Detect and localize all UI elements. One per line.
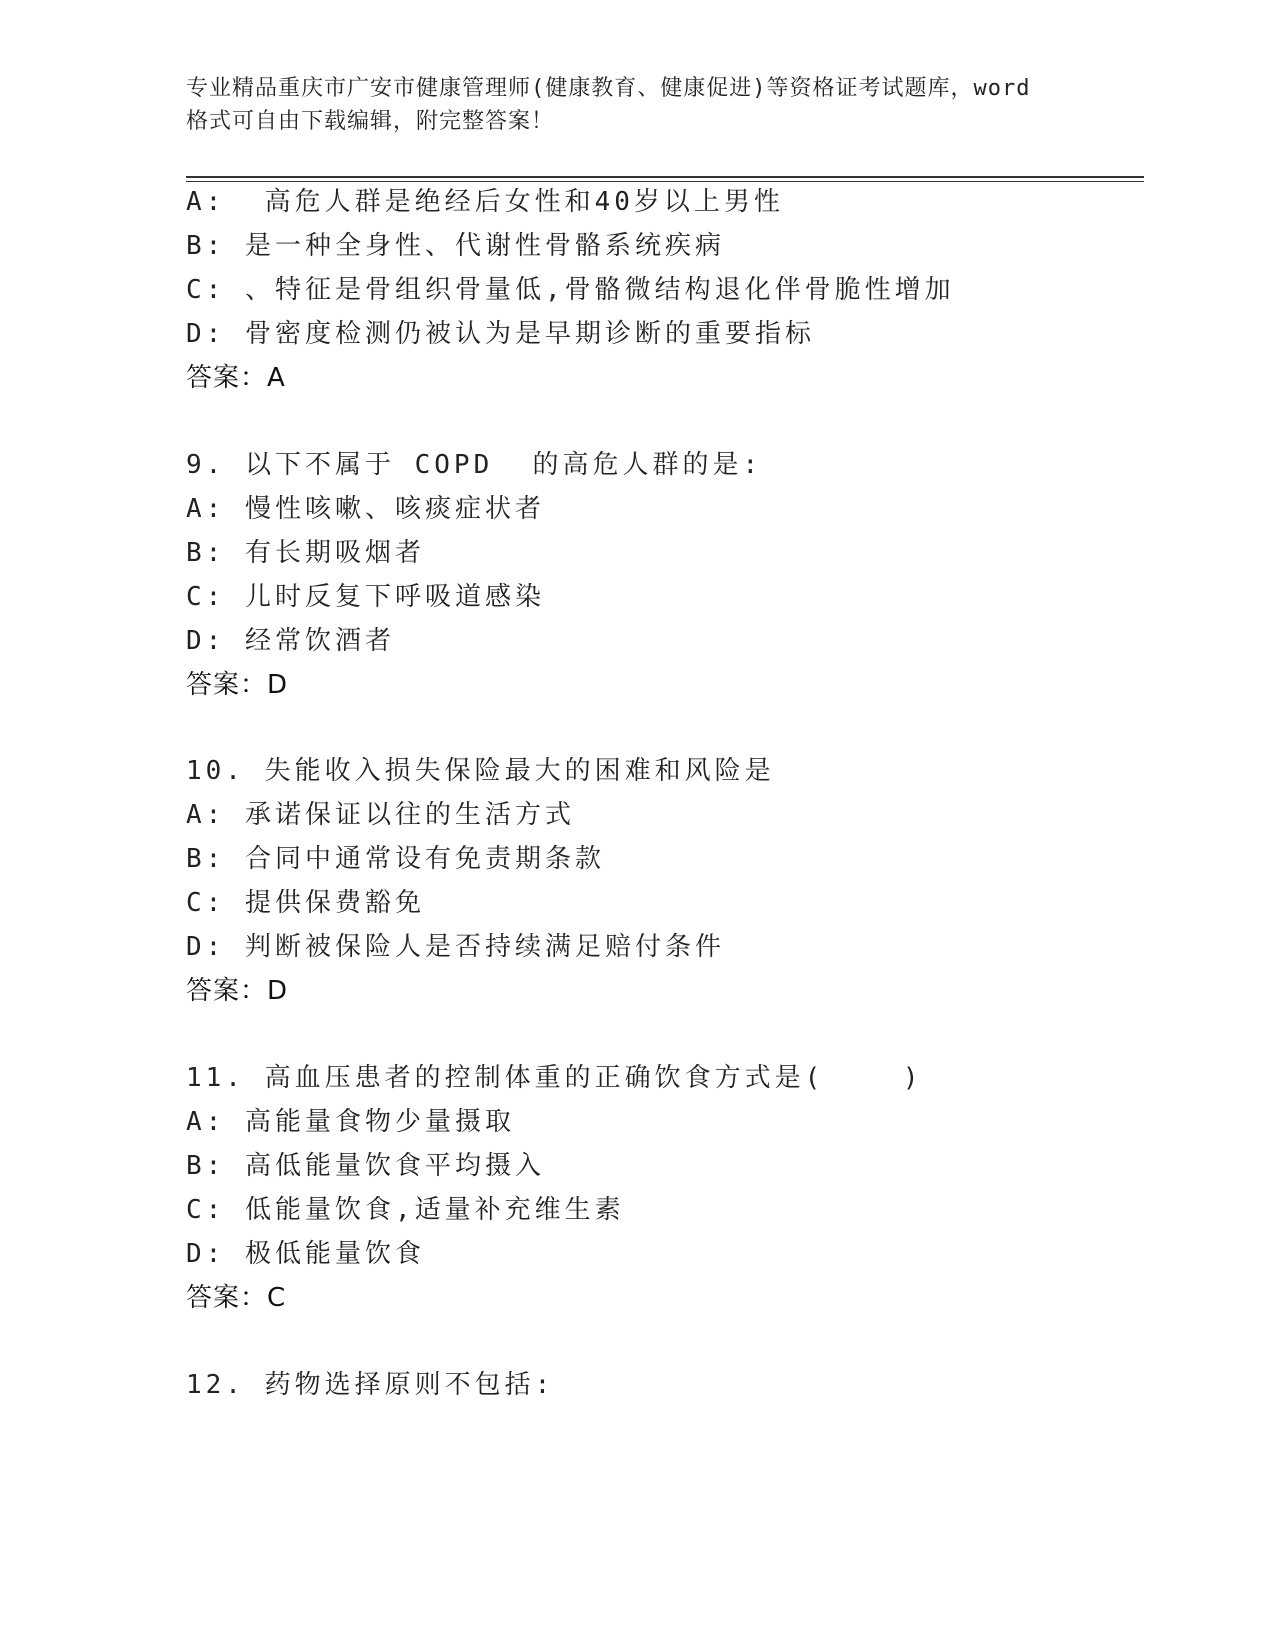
q9-option-b: B: 有长期吸烟者 xyxy=(186,538,425,568)
q10-question: 10. 失能收入损失保险最大的困难和风险是 xyxy=(186,756,775,786)
q8-option-c: C: 、特征是骨组织骨量低,骨骼微结构退化伴骨脆性增加 xyxy=(186,275,955,305)
q9-question: 9. 以下不属于 COPD 的高危人群的是: xyxy=(186,450,763,480)
header-divider-thin xyxy=(186,181,1144,182)
q11-option-b: B: 高低能量饮食平均摄入 xyxy=(186,1151,545,1181)
q10-answer: 答案：D xyxy=(186,976,289,1006)
q8-option-b: B: 是一种全身性、代谢性骨骼系统疾病 xyxy=(186,231,725,261)
q12-question: 12. 药物选择原则不包括: xyxy=(186,1370,555,1400)
q9-option-c: C: 儿时反复下呼吸道感染 xyxy=(186,582,545,612)
q10-option-b: B: 合同中通常设有免责期条款 xyxy=(186,844,605,874)
q8-option-a: A: 高危人群是绝经后女性和40岁以上男性 xyxy=(186,187,784,217)
header-divider-thick xyxy=(186,176,1144,178)
header-line-1: 专业精品重庆市广安市健康管理师(健康教育、健康促进)等资格证考试题库，word xyxy=(186,76,1031,101)
document-header xyxy=(186,72,1086,138)
q8-option-d: D: 骨密度检测仍被认为是早期诊断的重要指标 xyxy=(186,319,815,349)
q11-option-a: A: 高能量食物少量摄取 xyxy=(186,1107,515,1137)
q10-option-d: D: 判断被保险人是否持续满足赔付条件 xyxy=(186,932,725,962)
q10-option-a: A: 承诺保证以往的生活方式 xyxy=(186,800,575,830)
q8-answer: 答案：A xyxy=(186,363,286,393)
q9-option-d: D: 经常饮酒者 xyxy=(186,626,395,656)
q9-option-a: A: 慢性咳嗽、咳痰症状者 xyxy=(186,494,545,524)
q11-question: 11. 高血压患者的控制体重的正确饮食方式是( ) xyxy=(186,1063,923,1093)
q11-answer: 答案：C xyxy=(186,1283,287,1313)
q11-option-d: D: 极低能量饮食 xyxy=(186,1239,425,1269)
q9-answer: 答案：D xyxy=(186,670,289,700)
q10-option-c: C: 提供保费豁免 xyxy=(186,888,425,918)
q11-option-c: C: 低能量饮食,适量补充维生素 xyxy=(186,1195,625,1225)
header-line-2: 格式可自由下载编辑，附完整答案！ xyxy=(186,109,555,134)
